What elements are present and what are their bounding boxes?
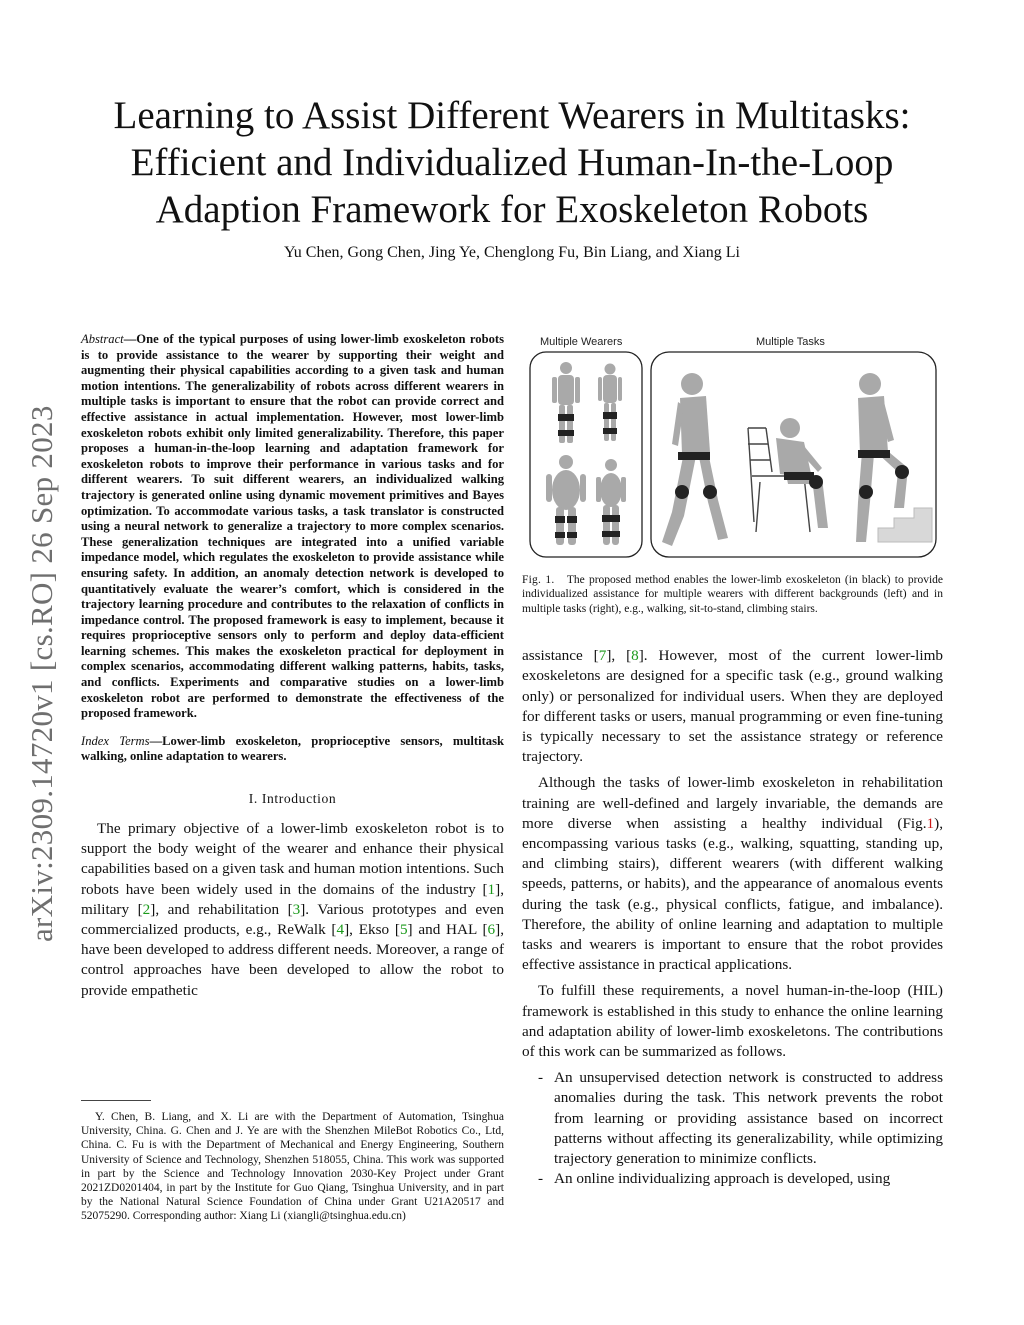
right-paragraph-2 bbox=[522, 773, 943, 975]
author-affiliation-footnote: Y. Chen, B. Liang, and X. Li are with the Department of Automation, Tsinghua University, China. G. Chen and J. Ye are with the Shenzhen MileBot Robotics Co., Ltd, China. C. Fu is with the Department of Mechanical and Energy Engineering, Southern University of Science and Technology, Shenzhen 518055, China. This work was supported in part by the Science and Technology Innovation 2030-Key Project under Grant 2021ZD0201404, in part by the Institute for Guo Qiang, Tsinghua University, and in part by the National Natural Science Foundation of China under Grant U21A20517 and 52075290. Corresponding author: Xiang Li (xiangli@tsinghua.edu.cn) bbox=[81, 1111, 504, 1223]
task-figure-walking bbox=[662, 373, 728, 546]
index-terms-text: —Lower-limb exoskeleton, proprioceptive sensors, multitask walking, online adaptation to wearers. bbox=[81, 733, 504, 764]
body-text: assistance [ bbox=[522, 647, 599, 665]
wearer-figure-2 bbox=[598, 364, 622, 442]
intro-text: The primary objective of a lower-limb exoskeleton robot is to support the body weight of the wearer and enhance their physical capabilities based on a given task and human motion intentions. Such robots have been widely used in the domains of the industry [ bbox=[81, 820, 504, 898]
footnote-rule bbox=[81, 1100, 151, 1101]
citation-link[interactable]: 3 bbox=[292, 900, 301, 918]
title-line-1: Learning to Assist Different Wearers in Multitasks: bbox=[113, 94, 911, 137]
wearer-figure-4 bbox=[596, 459, 626, 545]
figure-1-illustration bbox=[522, 332, 943, 564]
title-line-2: Efficient and Individualized Human-In-the-Loop bbox=[130, 141, 894, 184]
title-line-3: Adaption Framework for Exoskeleton Robots bbox=[155, 188, 869, 231]
citation-link[interactable]: 4 bbox=[336, 921, 345, 939]
task-figure-climbing-stairs bbox=[856, 373, 932, 542]
bullet-marker: - bbox=[538, 1069, 544, 1087]
contribution-item bbox=[522, 1068, 943, 1169]
paper-title bbox=[60, 92, 964, 233]
figure-label-multiple-tasks: Multiple Tasks bbox=[756, 336, 825, 348]
arxiv-identifier: arXiv:2309.14720v1 [cs.RO] 26 Sep 2023 bbox=[24, 405, 59, 942]
citation-link[interactable]: 2 bbox=[142, 900, 151, 918]
intro-paragraph-1 bbox=[81, 819, 504, 1001]
figure-1 bbox=[522, 332, 943, 562]
intro-text: ], and rehabilitation [ bbox=[150, 900, 293, 918]
contribution-text: An online individualizing approach is developed, using bbox=[554, 1170, 891, 1188]
author-list: Yu Chen, Gong Chen, Jing Ye, Chenglong Fu, Bin Liang, and Xiang Li bbox=[284, 244, 740, 261]
abstract-lead: Abstract bbox=[81, 332, 124, 346]
bullet-marker: - bbox=[538, 1170, 544, 1188]
wearer-figure-1 bbox=[552, 362, 580, 443]
wearer-figure-3 bbox=[546, 455, 586, 545]
right-paragraph-1 bbox=[522, 646, 943, 767]
index-terms bbox=[81, 734, 504, 765]
contribution-text: An unsupervised detection network is constructed to address anomalies during the task. This network prevents the robot from learning or providing assistance based on incorrect patterns without affecting its generalizability, while optimizing trajectory generation to minimize conflicts. bbox=[554, 1069, 943, 1168]
intro-text: ] and HAL [ bbox=[407, 921, 488, 939]
body-text: ], [ bbox=[606, 647, 632, 665]
intro-text: ]. Various prototypes and even commercialized products, e.g., ReWalk [ bbox=[81, 900, 504, 939]
citation-link[interactable]: 5 bbox=[399, 921, 408, 939]
body-text: ), encompassing various tasks (e.g., walking, squatting, standing up, and climbing stairs), different wearers (with different walking speeds, patterns, or habits), and the appearance of anomalous events during the task (e.g., physical conflicts, fatigue, and imbalance). Therefore, the ability of online learning and adaptation to multiple tasks and wearers is important to ensure that the robot provides effective assistance in practical applications. bbox=[522, 814, 943, 974]
figure-caption-label: Fig. 1. bbox=[522, 574, 555, 586]
index-terms-lead: Index Terms bbox=[81, 733, 150, 748]
figure-1-caption bbox=[522, 573, 943, 616]
intro-text: ], Ekso [ bbox=[344, 921, 400, 939]
figure-caption-text: The proposed method enables the lower-limb exoskeleton (in black) to provide individualized assistance for multiple wearers with different backgrounds (left) and in multiple tasks (right), e.g., walking, sit-to-stand, climbing stairs. bbox=[522, 574, 943, 615]
contribution-list bbox=[522, 1068, 943, 1189]
intro-text: ], military [ bbox=[81, 880, 504, 918]
wearers-panel-frame bbox=[530, 352, 642, 557]
abstract bbox=[81, 332, 504, 722]
citation-link[interactable]: 7 bbox=[598, 647, 607, 665]
citation-link[interactable]: 1 bbox=[487, 880, 496, 898]
section-heading-introduction: I. Introduction bbox=[248, 791, 337, 807]
contribution-item bbox=[522, 1169, 943, 1189]
figure-reference-link[interactable]: 1 bbox=[926, 814, 935, 832]
figure-label-multiple-wearers: Multiple Wearers bbox=[540, 336, 623, 348]
right-paragraph-3: To fulfill these requirements, a novel human-in-the-loop (HIL) framework is established in this study to enhance the online learning and adaptation ability of lower-limb exoskeletons. The contributions of this work can be summarized as follows. bbox=[522, 982, 943, 1061]
task-figure-sit-to-stand bbox=[748, 418, 828, 532]
citation-link[interactable]: 8 bbox=[631, 647, 639, 665]
left-column bbox=[81, 332, 504, 1001]
body-text: ]. However, most of the current lower-limb exoskeletons are designed for a specific task (e.g., ground walking only) or personalized for individual users. When they are deployed for different tasks or users, manual programming or even fine-tuning is typically necessary to set the assistance strategy or reference trajectory. bbox=[522, 647, 943, 766]
body-text: Although the tasks of lower-limb exoskeleton in rehabilitation training are well-defined and largely invariable, the demands are more diverse when assisting a healthy individual (Fig. bbox=[522, 774, 943, 832]
citation-link[interactable]: 6 bbox=[487, 921, 496, 939]
abstract-text: —One of the typical purposes of using lower-limb exoskeleton robots is to provide assistance to the wearer by supporting their weight and augmenting their physical capabilities according to a given task and human motion intentions. The generalizability of robots across different wearers in multiple tasks is important to ensure that the robot can provide correct and effective assistance in actual implementation. However, most lower-limb exoskeleton robots exhibit only limited generalizability. Therefore, this paper proposes a human-in-the-loop learning and adaptation framework for exoskeleton robots to improve their performance in various tasks and for different wearers. To suit different wearers, an individualized walking trajectory is generated online using dynamic movement primitives and Bayes optimization. To accommodate various tasks, a task translator is constructed using a neural network to generalize a trajectory to more complex scenarios. These generalization techniques are integrated into a unified variable impedance model, which regulates the exoskeleton to provide assistance while ensuring safety. In addition, an anomaly detection network is developed to quantitatively evaluate the wearer’s comfort, which is considered in the trajectory learning procedure and contributes to the relaxation of conflicts in impedance control. The proposed framework is easy to implement, because it requires proprioceptive sensors only to perform and deploy data-efficient learning schemes. This makes the exoskeleton practical for deployment in complex scenarios, accommodating different walking patterns, habits, tasks, and conflicts. Experiments and comparative studies on a lower-limb exoskeleton robot are performed to demonstrate the effectiveness of the proposed framework. bbox=[81, 332, 504, 721]
right-column bbox=[522, 332, 943, 1190]
intro-text: ], have been developed to address different needs. Moreover, a range of control approaches have been developed to allow the robot to provide empathetic bbox=[81, 921, 504, 999]
